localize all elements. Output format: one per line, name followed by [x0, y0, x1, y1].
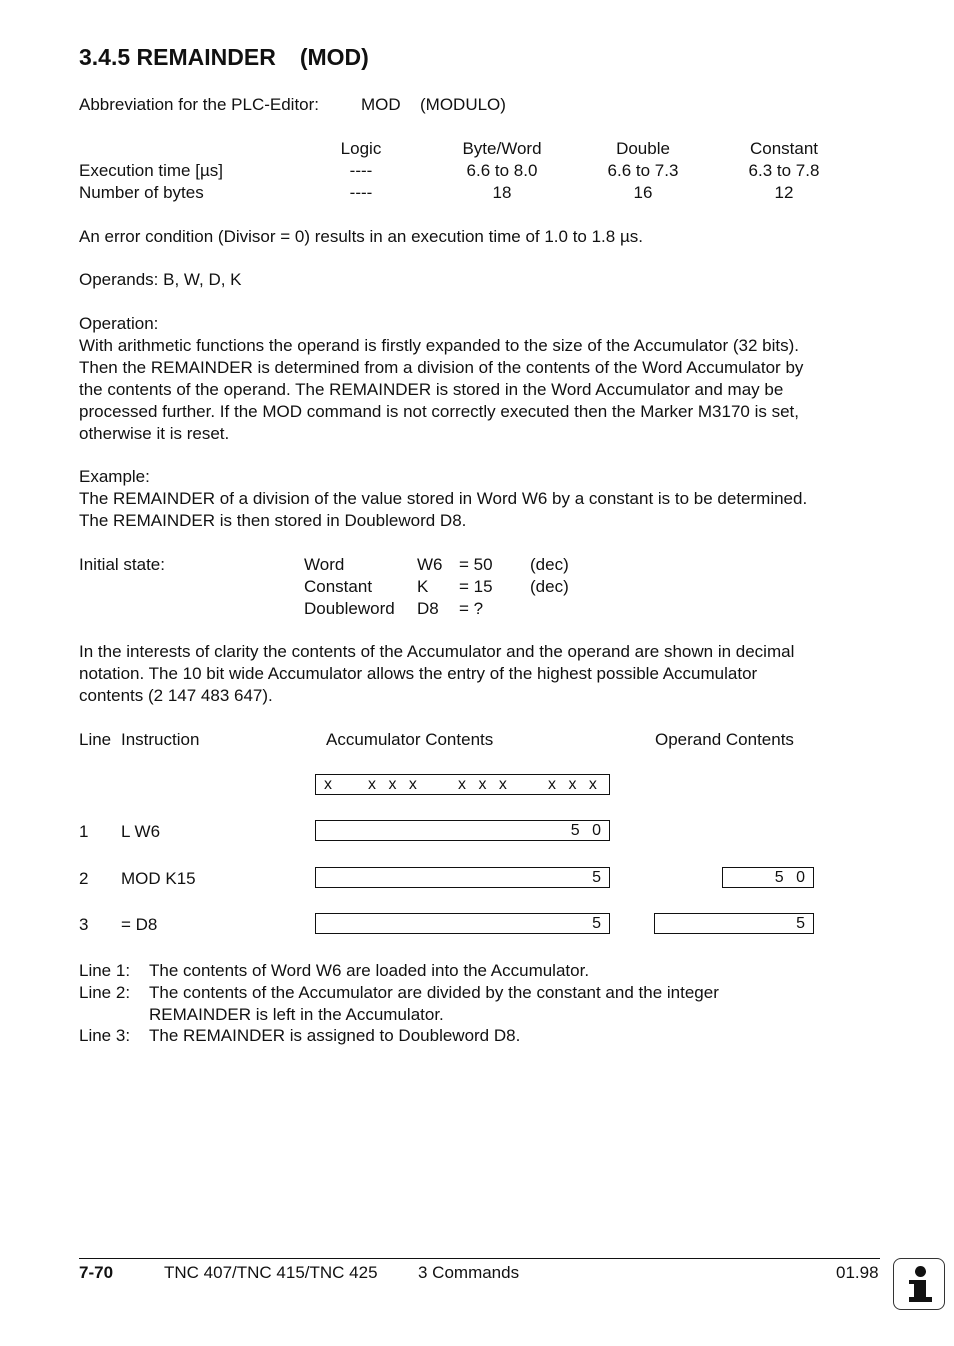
row-label-bytes: Number of bytes: [79, 183, 204, 202]
bit-group: x x x: [548, 776, 601, 793]
step-instruction: MOD K15: [121, 869, 196, 888]
footer-models: TNC 407/TNC 415/TNC 425: [164, 1263, 378, 1282]
example-heading: Example:: [79, 467, 150, 486]
clarity-line: In the interests of clarity the contents of the Accumulator and the operand are shown in decimal: [79, 642, 795, 661]
state-type: Doubleword: [304, 599, 395, 618]
header-line: Line: [79, 730, 112, 749]
clarity-line: contents (2 147 483 647).: [79, 686, 273, 705]
error-note: An error condition (Divisor = 0) results in an execution time of 1.0 to 1.8 µs.: [79, 227, 643, 246]
note-text: The contents of Word W6 are loaded into the Accumulator.: [149, 961, 590, 980]
state-base: (dec): [530, 555, 569, 574]
accumulator-value: 5: [592, 869, 605, 886]
step-line-number: 1: [79, 822, 89, 841]
operation-line: otherwise it is reset.: [79, 424, 230, 443]
cell: 12: [774, 183, 794, 202]
col-header-double: Double: [616, 139, 670, 158]
header-operand: Operand Contents: [655, 730, 794, 749]
accumulator-box: [315, 820, 610, 841]
footer-page-number: 7-70: [79, 1263, 114, 1282]
note-label: Line 3:: [79, 1026, 131, 1045]
col-header-byteword: Byte/Word: [462, 139, 542, 158]
accumulator-box: [315, 867, 610, 888]
step-line-number: 2: [79, 869, 89, 888]
note-label: Line 2:: [79, 983, 131, 1002]
cell: 18: [492, 183, 512, 202]
abbrev-value: MOD: [361, 95, 401, 114]
example-section: [79, 466, 879, 532]
operand-value: 5 0: [774, 869, 809, 886]
clarity-line: notation. The 10 bit wide Accumulator allows the entry of the highest possible Accumulator: [79, 664, 758, 683]
header-instruction: Instruction: [121, 730, 200, 749]
note-text: The contents of the Accumulator are divided by the constant and the integer: [149, 983, 719, 1002]
operation-line: With arithmetic functions the operand is firstly expanded to the size of the Accumulator (32 bits).: [79, 336, 800, 355]
operands-line: Operands: B, W, D, K: [79, 270, 242, 289]
footer-chapter: 3 Commands: [418, 1263, 520, 1282]
abbrev-full: (MODULO): [420, 95, 506, 114]
cell: 16: [633, 183, 653, 202]
example-line: The REMAINDER is then stored in Doubleword D8.: [79, 511, 467, 530]
accumulator-box: [315, 913, 610, 934]
operation-line: processed further. If the MOD command is not correctly executed then the Marker M3170 is set,: [79, 402, 799, 421]
state-eq: = ?: [459, 599, 484, 618]
note-text: REMAINDER is left in the Accumulator.: [149, 1005, 444, 1024]
info-icon: [893, 1258, 945, 1310]
operation-line: Then the REMAINDER is determined from a division of the contents of the Word Accumulator by: [79, 358, 804, 377]
col-header-logic: Logic: [340, 139, 382, 158]
bit-group: x: [324, 776, 336, 793]
operand-value: 5: [796, 915, 809, 932]
accumulator-value: 5 0: [570, 822, 605, 839]
cell: ----: [349, 161, 373, 180]
state-type: Word: [304, 555, 345, 574]
operation-section: [79, 313, 879, 445]
step-instruction: = D8: [121, 915, 158, 934]
state-base: (dec): [530, 577, 569, 596]
step-instruction: L W6: [121, 822, 161, 841]
row-label-exec-time: Execution time [µs]: [79, 161, 223, 180]
example-line: The REMAINDER of a division of the value stored in Word W6 by a constant is to be determined.: [79, 489, 808, 508]
initial-state-label: Initial state:: [79, 555, 165, 574]
operand-box: [654, 913, 814, 934]
operation-heading: Operation:: [79, 314, 159, 333]
note-text: The REMAINDER is assigned to Doubleword D8.: [149, 1026, 521, 1045]
col-header-constant: Constant: [749, 139, 819, 158]
state-name: K: [417, 577, 429, 596]
state-name: W6: [417, 555, 443, 574]
state-eq: = 50: [459, 555, 493, 574]
cell: 6.3 to 7.8: [748, 161, 820, 180]
bit-group: x x x: [458, 776, 511, 793]
state-type: Constant: [304, 577, 373, 596]
cell: 6.6 to 8.0: [466, 161, 538, 180]
operation-line: the contents of the operand. The REMAINDER is stored in the Word Accumulator and may be: [79, 380, 784, 399]
header-accumulator: Accumulator Contents: [326, 730, 494, 749]
accumulator-value: 5: [592, 915, 605, 932]
page-title: 3.4.5 REMAINDER (MOD): [79, 44, 369, 70]
step-line-number: 3: [79, 915, 89, 934]
state-name: D8: [417, 599, 439, 618]
footer-divider: [79, 1258, 880, 1259]
cell: ----: [349, 183, 373, 202]
footer-date: 01.98: [836, 1263, 879, 1282]
note-label: Line 1:: [79, 961, 131, 980]
cell: 6.6 to 7.3: [607, 161, 679, 180]
abbrev-label: Abbreviation for the PLC-Editor:: [79, 95, 320, 114]
accumulator-bit-pattern: [315, 774, 610, 795]
state-eq: = 15: [459, 577, 493, 596]
operand-box: [722, 867, 814, 888]
bit-group: x x x: [368, 776, 421, 793]
clarity-section: [79, 641, 879, 707]
